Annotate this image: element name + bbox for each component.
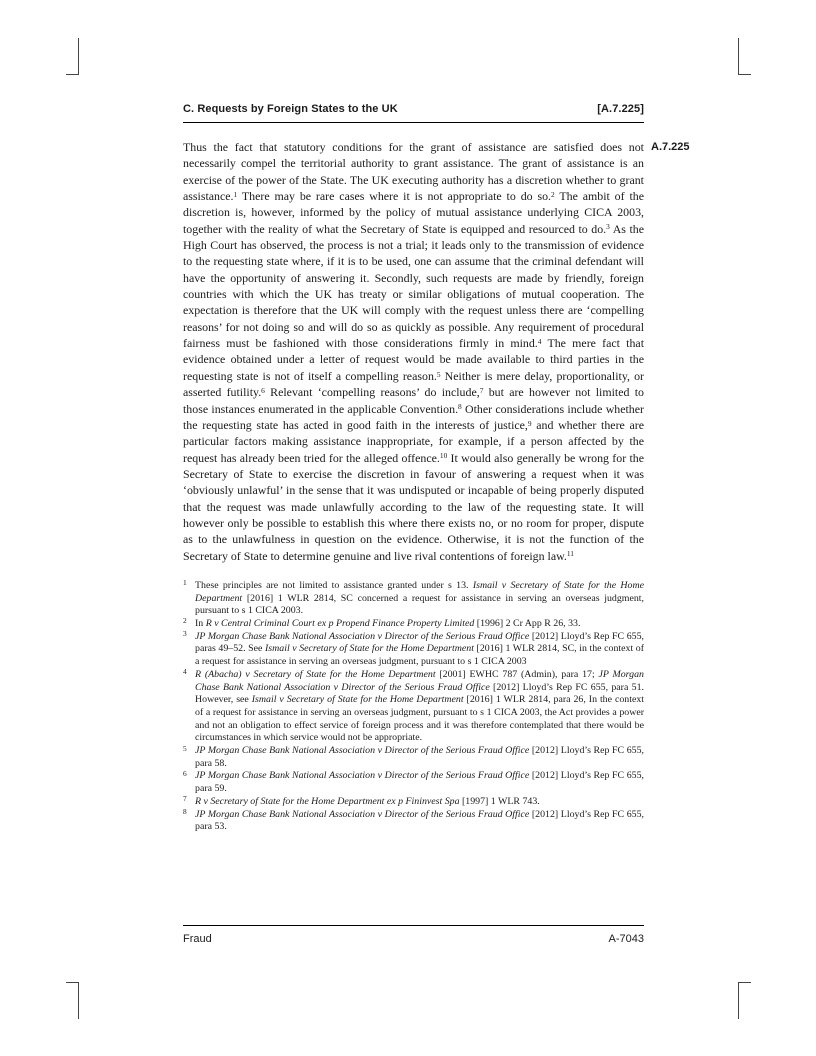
- footer-page-number: A-7043: [608, 933, 644, 945]
- crop-mark-top-right: [738, 38, 751, 75]
- footnotes-section: [183, 580, 644, 834]
- main-paragraph: Thus the fact that statutory conditions for the grant of assistance are satisfied does not necessarily compel the territorial authority to grant assistance. The grant of assistance is an exercise of the power of the State. The UK executing authority has a discretion whether to grant assistance.$^1$ There may be rare cases where it is not appropriate to do so.$^2$ The ambit of the discretion is, however, informed by the policy of mutual assistance underlying CICA 2003, together with the reality of what the Secretary of State is equipped and resourced to do.$^3$ As the High Court has observed, the process is not a trial; it leads only to the transmission of evidence to the requesting state where, if it is to be used, one can assume that the criminal defendant will have the opportunity of answering it. Secondly, such requests are made by friendly, foreign countries with which the UK has treaty or similar obligations of mutual cooperation. The expectation is therefore that the UK will comply with the request unless there are ‘compelling reasons’ for not doing so and will do so as quickly as possible. Any requirement of procedural fairness must be fashioned with those considerations firmly in mind.$^4$ The mere fact that evidence obtained under a letter of request would be made available to third parties in the requesting state is not of itself a compelling reason.$^5$ Neither is mere delay, proportionality, or asserted futility.$^6$ Relevant ‘compelling reasons’ do include,$^7$ but are however not limited to those instances enumerated in the applicable Convention.$^8$ Other considerations include whether the requesting state has acted in good faith in the interests of justice,$^9$ and whether there are particular factors making assistance inappropriate, for example, if a person affected by the request has already been tried for the alleged offence.$^{10}$ It would also generally be wrong for the Secretary of State to exercise the discretion in favour of answering a request when it was ‘obviously unlawful’ in the sense that it was undisputed or incapable of being properly disputed that the request was made unlawfully according to the law of the requesting state. It will however only be possible to establish this where there exists no, or no room for proper, dispute as to the unlawfulness in question on the evidence. Otherwise, it is not the function of the Secretary of State to determine genuine and live rival contentions of foreign law.$^{11}$: [183, 140, 644, 563]
- footnote-text: JP Morgan Chase Bank National Association v Director of the Serious Fraud Office [2012] Lloyd’s Rep FC 655, para 59.: [195, 770, 644, 795]
- footnote-2: 2 In R v Central Criminal Court ex p Propend Finance Property Limited [1996] 2 Cr App R 26, 33.: [183, 616, 581, 630]
- header-section-title: C. Requests by Foreign States to the UK: [183, 103, 398, 115]
- footnote-text: These principles are not limited to assistance granted under s 13. Ismail v Secretary of State for the Home Department [2016] 1 WLR 2814, SC concerned a request for assistance in serving an overseas judgment, pursuant to s 1 CICA 2003.: [195, 579, 645, 617]
- footnote-text: R (Abacha) v Secretary of State for the Home Department [2001] EWHC 787 (Admin), para 17; JP Morgan Chase Bank National Association v Director of the Serious Fraud Office [2012] Lloyd’s Rep FC 655, para 51. However, see Ismail v Secretary of State for the Home Department [2016] 1 WLR 2814, para 26, In the context of a request for assistance in serving an overseas judgment, pursuant to s 1 CICA 2003, the Act provides a power and not an obligation to effect service of foreign process and it was therefore contemplated that there would be circumstances in which service would not be appropriate.: [195, 668, 645, 744]
- header-paragraph-ref: [A.7.225]: [597, 103, 644, 115]
- crop-mark-top-left: [66, 38, 79, 75]
- footnote-text: R v Secretary of State for the Home Department ex p Fininvest Spa [1997] 1 WLR 743.: [195, 795, 540, 807]
- footnote-1: 1 These principles are not limited to assistance granted under s 13. Ismail v Secretary of State for the Home Department [2016] 1 WLR 2814, SC concerned a request for assistance in serving an overseas judgment, pursuant to s 1 CICA 2003.: [183, 578, 645, 617]
- footnote-3: 3 JP Morgan Chase Bank National Association v Director of the Serious Fraud Office [2012] Lloyd’s Rep FC 655, paras 49–52. See Ismail v Secretary of State for the Home Department [2016] 1 WLR 2814, SC, in the context of a request for assistance in serving an overseas judgment, pursuant to s 1 CICA 2003: [183, 629, 645, 668]
- footnote-text: In R v Central Criminal Court ex p Propend Finance Property Limited [1996] 2 Cr App R 26, 33.: [195, 618, 581, 630]
- footnote-8: 8 JP Morgan Chase Bank National Association v Director of the Serious Fraud Office [2012] Lloyd’s Rep FC 655, para 53.: [183, 807, 644, 833]
- footnote-text: JP Morgan Chase Bank National Association v Director of the Serious Fraud Office [2012] Lloyd’s Rep FC 655, para 53.: [195, 808, 644, 833]
- crop-mark-bottom-left: [66, 982, 79, 1019]
- text-column: [183, 139, 644, 834]
- footnote-text: JP Morgan Chase Bank National Association v Director of the Serious Fraud Office [2012] Lloyd’s Rep FC 655, para 58.: [195, 745, 644, 769]
- page-header: [183, 103, 644, 123]
- crop-mark-bottom-right: [738, 982, 751, 1019]
- footnote-5: 5 JP Morgan Chase Bank National Association v Director of the Serious Fraud Office [2012] Lloyd’s Rep FC 655, para 58.: [183, 743, 644, 769]
- footer-book-title: Fraud: [183, 933, 212, 945]
- footnote-text: JP Morgan Chase Bank National Association v Director of the Serious Fraud Office [2012] Lloyd’s Rep FC 655, paras 49–52. See Ismail v Secretary of State for the Home Department [2016] 1 WLR 2814, SC, in the context of a request for assistance in serving an overseas judgment, pursuant to s 1 CICA 2003: [195, 630, 645, 668]
- paragraph-number: A.7.225: [651, 141, 690, 153]
- footnote-7: 7 R v Secretary of State for the Home Department ex p Fininvest Spa [1997] 1 WLR 743.: [183, 794, 540, 807]
- footnote-4: 4 R (Abacha) v Secretary of State for the Home Department [2001] EWHC 787 (Admin), para 17; JP Morgan Chase Bank National Association v Director of the Serious Fraud Office [2012] Lloyd’s Rep FC 655, para 51. However, see Ismail v Secretary of State for the Home Department [2016] 1 WLR 2814, para 26, In the context of a request for assistance in serving an overseas judgment, pursuant to s 1 CICA 2003, the Act provides a power and not an obligation to effect service of foreign process and it was therefore contemplated that there would be circumstances in which service would not be appropriate.: [183, 667, 645, 744]
- page-footer: [183, 925, 644, 945]
- footnote-6: 6 JP Morgan Chase Bank National Association v Director of the Serious Fraud Office [2012] Lloyd’s Rep FC 655, para 59.: [183, 768, 644, 795]
